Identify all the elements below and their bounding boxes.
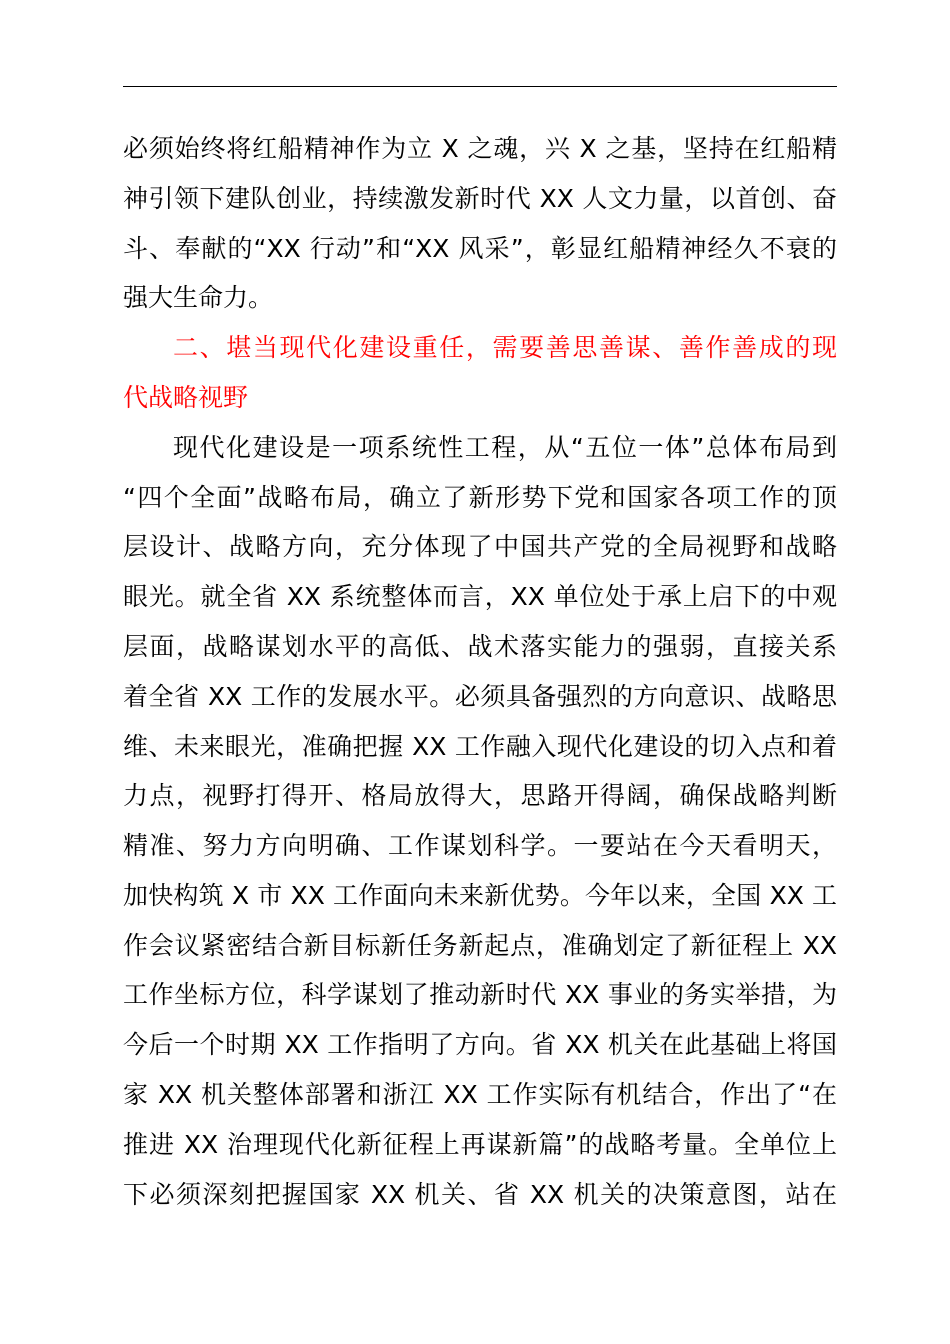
body-line: 神引领下建队创业，持续激发新时代 XX 人文力量，以首创、奋 [123, 184, 837, 213]
body-line: 推进 XX 治理现代化新征程上再谋新篇”的战略考量。全单位上 [123, 1130, 837, 1159]
body-line: 强大生命力。 [123, 283, 274, 312]
body-line: 作会议紧密结合新目标新任务新起点，准确划定了新征程上 XX [123, 931, 837, 960]
body-line: 层面，战略谋划水平的高低、战术落实能力的强弱，直接关系 [123, 632, 837, 661]
body-line: 层设计、战略方向，充分体现了中国共产党的全局视野和战略 [123, 532, 837, 561]
body-line: 着全省 XX 工作的发展水平。必须具备强烈的方向意识、战略思 [123, 682, 837, 711]
body-line: 斗、奉献的“XX 行动”和“XX 风采”，彰显红船精神经久不衰的 [123, 234, 837, 263]
body-line: 现代化建设是一项系统性工程，从“五位一体”总体布局到 [173, 433, 837, 462]
body-line: 今后一个时期 XX 工作指明了方向。省 XX 机关在此基础上将国 [123, 1030, 837, 1059]
header-rule [123, 86, 837, 87]
section-heading-line: 二、堪当现代化建设重任，需要善思善谋、善作善成的现 [173, 333, 837, 362]
body-line: 眼光。就全省 XX 系统整体而言，XX 单位处于承上启下的中观 [123, 582, 837, 611]
body-line: “四个全面”战略布局，确立了新形势下党和国家各项工作的顶 [123, 483, 837, 512]
body-line: 维、未来眼光，准确把握 XX 工作融入现代化建设的切入点和着 [123, 732, 837, 761]
body-line: 下必须深刻把握国家 XX 机关、省 XX 机关的决策意图，站在 [123, 1180, 837, 1209]
body-line: 家 XX 机关整体部署和浙江 XX 工作实际有机结合，作出了“在 [123, 1080, 837, 1109]
body-line: 力点，视野打得开、格局放得大，思路开得阔，确保战略判断 [123, 781, 837, 810]
section-heading-line: 代战略视野 [123, 383, 249, 412]
body-line: 必须始终将红船精神作为立 X 之魂，兴 X 之基，坚持在红船精 [123, 134, 837, 163]
body-line: 加快构筑 X 市 XX 工作面向未来新优势。今年以来，全国 XX 工 [123, 881, 837, 910]
body-line: 精准、努力方向明确、工作谋划科学。一要站在今天看明天， [123, 831, 837, 860]
body-line: 工作坐标方位，科学谋划了推动新时代 XX 事业的务实举措，为 [123, 980, 837, 1009]
